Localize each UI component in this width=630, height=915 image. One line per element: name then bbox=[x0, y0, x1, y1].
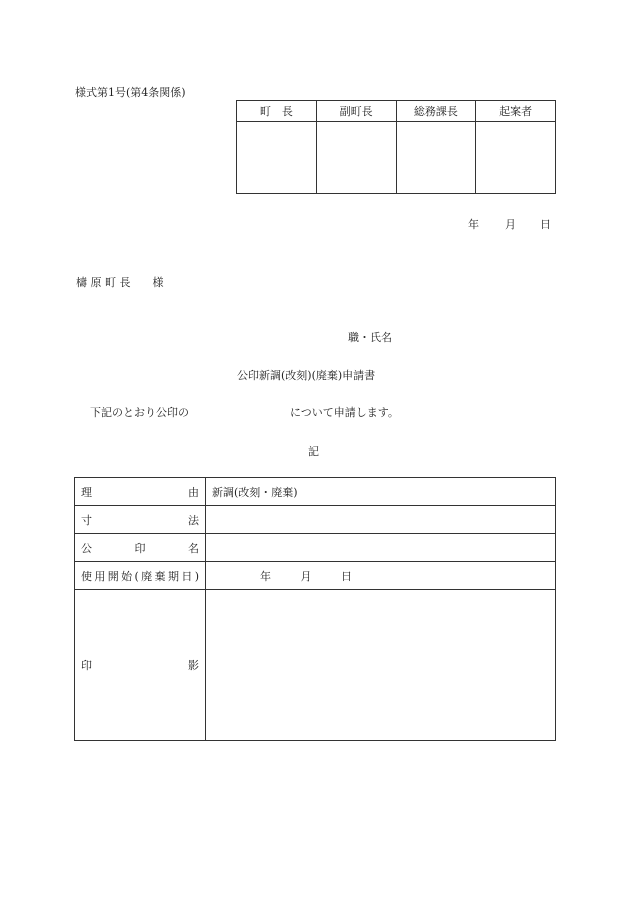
date-year: 年 bbox=[468, 218, 479, 231]
impression-value[interactable] bbox=[206, 590, 556, 741]
reason-label: 理 由 bbox=[75, 478, 206, 506]
approval-stamp-mayor[interactable] bbox=[237, 122, 317, 194]
seal-name-label: 公 印 名 bbox=[75, 534, 206, 562]
approval-stamp-table bbox=[236, 100, 556, 194]
date-day: 日 bbox=[540, 218, 551, 231]
approval-stamp-general-affairs-chief[interactable] bbox=[396, 122, 476, 194]
reason-value[interactable]: 新調(改刻・廃棄) bbox=[206, 478, 556, 506]
start-day: 日 bbox=[341, 569, 352, 583]
form-number: 様式第1号(第4条関係) bbox=[75, 86, 186, 99]
approval-header-general-affairs-chief: 総務課長 bbox=[396, 101, 476, 122]
addressee: 檮 原 町 長 様 bbox=[76, 276, 164, 289]
start-date-value[interactable] bbox=[206, 562, 556, 590]
body-text-prefix: 下記のとおり公印の bbox=[90, 406, 189, 419]
start-month: 月 bbox=[300, 569, 312, 583]
ki-heading: 記 bbox=[308, 445, 319, 458]
approval-header-deputy-mayor: 副町長 bbox=[316, 101, 396, 122]
approval-stamp-deputy-mayor[interactable] bbox=[316, 122, 396, 194]
impression-label: 印 影 bbox=[75, 590, 206, 741]
approval-stamp-drafter[interactable] bbox=[476, 122, 556, 194]
start-year: 年 bbox=[260, 569, 271, 583]
size-label: 寸 法 bbox=[75, 506, 206, 534]
approval-header-mayor: 町 長 bbox=[237, 101, 317, 122]
body-text-suffix: について申請します。 bbox=[290, 406, 399, 419]
page-title: 公印新調(改刻)(廃棄)申請書 bbox=[237, 369, 376, 382]
approval-header-drafter: 起案者 bbox=[476, 101, 556, 122]
seal-name-value[interactable] bbox=[206, 534, 556, 562]
applicant-label: 職・氏名 bbox=[348, 331, 392, 344]
details-table bbox=[74, 477, 556, 741]
size-value[interactable] bbox=[206, 506, 556, 534]
start-date-label: 使用開始(廃棄期日) bbox=[75, 562, 206, 590]
date-month: 月 bbox=[505, 218, 516, 231]
